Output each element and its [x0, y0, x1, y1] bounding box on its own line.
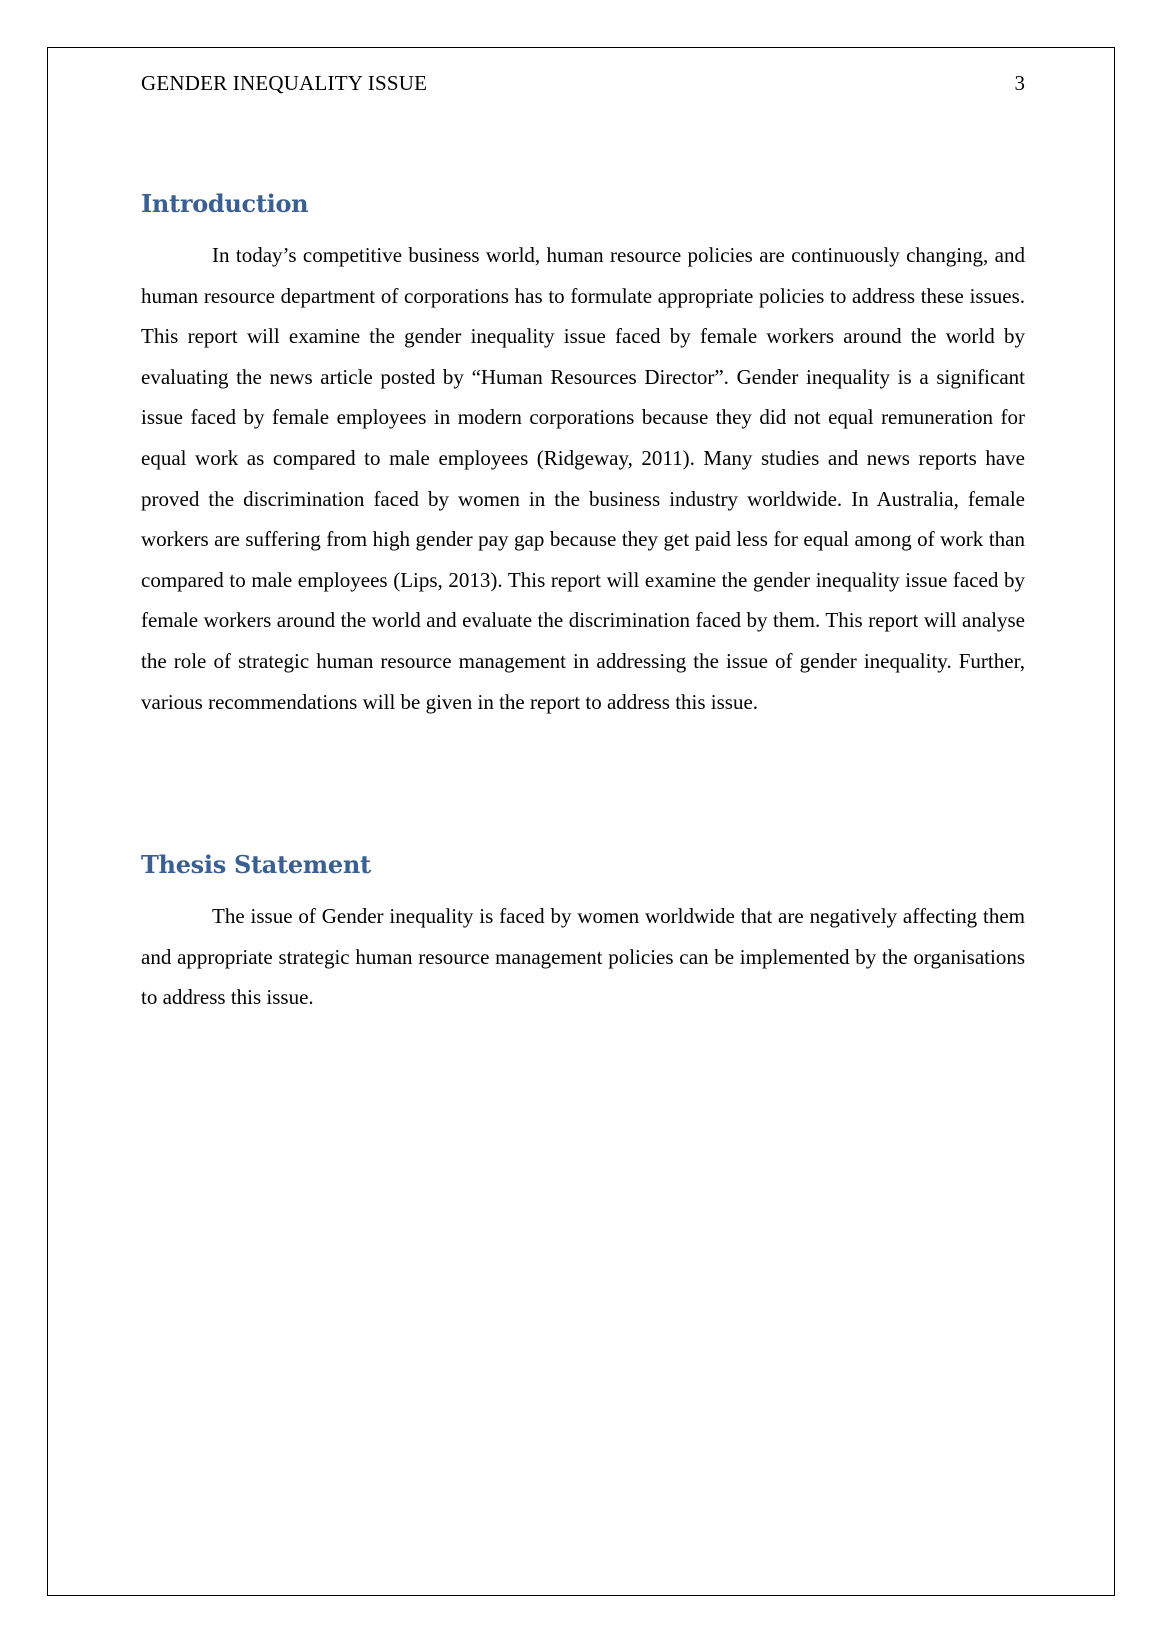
introduction-paragraph: In today’s competitive business world, human resource policies are continuously changing, and human resource department of corporations has to formulate appropriate policies to address these issues. This report will examine the gender inequality issue faced by female workers around the world by evaluating the news article posted by “Human Resources Director”. Gender inequality is a significant issue faced by female employees in modern corporations because they did not equal remuneration for equal work as compared to male employees (Ridgeway, 2011). Many studies and news reports have proved the discrimination faced by women in the business industry worldwide. In Australia, female workers are suffering from high gender pay gap because they get paid less for equal among of work than compared to male employees (Lips, 2013). This report will examine the gender inequality issue faced by female workers around the world and evaluate the discrimination faced by them. This report will analyse the role of strategic human resource management in addressing the issue of gender inequality. Further, various recommendations will be given in the report to address this issue. [141, 243, 1025, 714]
thesis-heading: Thesis Statement [141, 850, 371, 879]
running-header [141, 68, 1025, 98]
introduction-heading: Introduction [141, 189, 309, 218]
thesis-section [141, 850, 1025, 1018]
introduction-section [141, 189, 1025, 722]
page-number: 3 [1014, 71, 1025, 95]
thesis-paragraph: The issue of Gender inequality is faced by women worldwide that are negatively affecting them and appropriate strategic human resource management policies can be implemented by the organisations to address this issue. [141, 904, 1025, 1010]
running-title: GENDER INEQUALITY ISSUE [141, 71, 428, 95]
